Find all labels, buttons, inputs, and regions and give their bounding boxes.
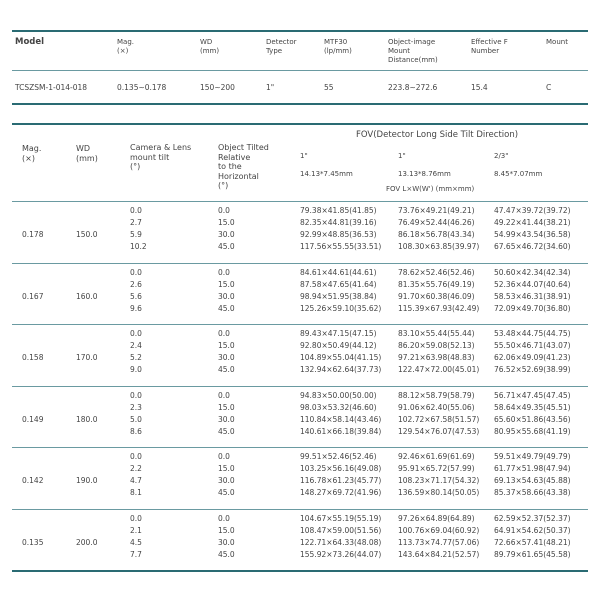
- fov-cell-fov-detector-3: 55.50×46.71(43.07): [494, 341, 571, 350]
- fov-cell-object-tilt: 45.0: [218, 488, 235, 497]
- spec-header-wd: WD (mm): [200, 38, 220, 55]
- fov-cell-camera-tilt: 2.6: [130, 279, 142, 289]
- fov-cell-fov-detector-2: 108.30×63.85(39.97): [398, 242, 480, 251]
- fov-cell-object-tilt: 15.0: [218, 525, 235, 535]
- fov-cell-fov-detector-1: 122.71×64.33(48.08): [300, 537, 382, 547]
- fov-header-mag: Mag. (×): [22, 144, 42, 163]
- fov-group-rule: [12, 447, 588, 448]
- fov-header-wd: WD (mm): [76, 144, 98, 163]
- fov-cell-fov-detector-3: 69.13×54.63(45.88): [494, 476, 571, 485]
- fov-cell-camera-tilt: 0.0: [130, 452, 142, 461]
- fov-cell-object-tilt: 15.0: [218, 279, 235, 289]
- fov-table: [12, 123, 588, 569]
- fov-cell-camera-tilt: 2.7: [130, 218, 142, 227]
- fov-cell-fov-detector-1: 103.25×56.16(49.08): [300, 464, 382, 473]
- fov-cell-fov-detector-3: 58.64×49.35(45.51): [494, 402, 571, 412]
- spec-header-mount: Mount: [546, 38, 568, 46]
- fov-cell-camera-tilt: 2.2: [130, 464, 142, 473]
- spec-header-mag: Mag. (×): [117, 38, 134, 55]
- fov-cell-fov-detector-3: 61.77×51.98(47.94): [494, 464, 571, 473]
- fov-cell-fov-detector-2: 97.26×64.89(64.89): [398, 513, 475, 523]
- fov-cell-fov-detector-3: 62.59×52.37(52.37): [494, 513, 571, 523]
- fov-cell-object-tilt: 0.0: [218, 206, 230, 215]
- fov-cell-camera-tilt: 0.0: [130, 206, 142, 215]
- fov-group-rule: [12, 386, 588, 387]
- fov-cell-fov-detector-3: 49.22×41.44(38.21): [494, 218, 571, 227]
- fov-cell-fov-detector-1: 92.99×48.85(36.53): [300, 230, 377, 239]
- fov-cell-object-tilt: 30.0: [218, 414, 235, 424]
- fov-cell-fov-detector-3: 53.48×44.75(44.75): [494, 329, 571, 338]
- fov-cell-object-tilt: 45.0: [218, 426, 235, 436]
- fov-cell-fov-detector-2: 91.06×62.40(55.06): [398, 402, 475, 412]
- fov-cell-fov-detector-1: 148.27×69.72(41.96): [300, 488, 382, 497]
- fov-cell-fov-detector-2: 91.70×60.38(46.09): [398, 291, 475, 301]
- fov-group-rule: [12, 509, 588, 510]
- fov-cell-fov-detector-1: 99.51×52.46(52.46): [300, 452, 377, 461]
- fov-cell-object-tilt: 0.0: [218, 452, 230, 461]
- fov-cell-fov-detector-2: 86.20×59.08(52.13): [398, 341, 475, 350]
- fov-cell-fov-detector-3: 56.71×47.45(47.45): [494, 390, 571, 400]
- fov-cell-camera-tilt: 5.2: [130, 353, 142, 362]
- fov-group-wd: 200.0: [76, 537, 98, 547]
- fov-cell-fov-detector-3: 50.60×42.34(42.34): [494, 267, 571, 277]
- spec-table-header-rule: [12, 70, 588, 71]
- fov-cell-camera-tilt: 8.6: [130, 426, 142, 436]
- spec-value-mount: C: [546, 83, 552, 92]
- fov-cell-fov-detector-2: 108.23×71.17(54.32): [398, 476, 480, 485]
- fov-cell-fov-detector-1: 155.92×73.26(44.07): [300, 549, 382, 559]
- fov-header-detector-1-label: 1": [300, 152, 308, 160]
- fov-table-top-rule: [12, 123, 588, 125]
- fov-header-detector-2-size: 13.13*8.76mm: [398, 170, 451, 178]
- fov-group-rule: [12, 324, 588, 325]
- fov-cell-fov-detector-1: 87.58×47.65(41.64): [300, 279, 377, 289]
- fov-header-detector-2-label: 1": [398, 152, 406, 160]
- spec-value-object-image-distance: 223.8~272.6: [388, 83, 438, 92]
- spec-table: [12, 30, 588, 105]
- fov-group-mag: 0.135: [22, 537, 44, 547]
- fov-cell-object-tilt: 0.0: [218, 267, 230, 277]
- fov-cell-camera-tilt: 9.6: [130, 303, 142, 313]
- fov-cell-fov-detector-3: 59.51×49.79(49.79): [494, 452, 571, 461]
- fov-cell-fov-detector-2: 78.62×52.46(52.46): [398, 267, 475, 277]
- fov-cell-fov-detector-2: 92.46×61.69(61.69): [398, 452, 475, 461]
- fov-cell-fov-detector-3: 47.47×39.72(39.72): [494, 206, 571, 215]
- fov-header-detector-3-label: 2/3": [494, 152, 509, 160]
- fov-cell-camera-tilt: 5.6: [130, 291, 142, 301]
- fov-cell-fov-detector-2: 102.72×67.58(51.57): [398, 414, 480, 424]
- spec-header-object-image-distance: Object-image Mount Distance(mm): [388, 38, 438, 64]
- fov-cell-fov-detector-3: 80.95×55.68(41.19): [494, 426, 571, 436]
- fov-cell-object-tilt: 15.0: [218, 218, 235, 227]
- fov-cell-object-tilt: 15.0: [218, 402, 235, 412]
- fov-group-mag: 0.158: [22, 353, 44, 362]
- fov-cell-camera-tilt: 9.0: [130, 365, 142, 374]
- fov-group-rule: [12, 263, 588, 264]
- fov-group-mag: 0.178: [22, 230, 44, 239]
- spec-value-model: TCSZSM-1-014-018: [15, 83, 88, 92]
- fov-cell-object-tilt: 15.0: [218, 341, 235, 350]
- fov-header-detector-3-size: 8.45*7.07mm: [494, 170, 543, 178]
- fov-cell-fov-detector-1: 82.35×44.81(39.16): [300, 218, 377, 227]
- fov-group-wd: 190.0: [76, 476, 98, 485]
- spec-value-wd: 150~200: [200, 83, 235, 92]
- fov-group-rule: [12, 201, 588, 202]
- fov-cell-fov-detector-2: 86.18×56.78(43.34): [398, 230, 475, 239]
- fov-cell-fov-detector-3: 72.09×49.70(36.80): [494, 303, 571, 313]
- spec-header-effective-f: Effective F Number: [471, 38, 508, 55]
- fov-cell-fov-detector-1: 98.94×51.95(38.84): [300, 291, 377, 301]
- fov-cell-fov-detector-1: 132.94×62.64(37.73): [300, 365, 382, 374]
- fov-cell-fov-detector-1: 92.80×50.49(44.12): [300, 341, 377, 350]
- fov-cell-camera-tilt: 10.2: [130, 242, 147, 251]
- fov-cell-fov-detector-2: 136.59×80.14(50.05): [398, 488, 480, 497]
- fov-group-wd: 150.0: [76, 230, 98, 239]
- fov-cell-fov-detector-1: 98.03×53.32(46.60): [300, 402, 377, 412]
- fov-cell-fov-detector-3: 54.99×43.54(36.58): [494, 230, 571, 239]
- fov-cell-fov-detector-2: 97.21×63.98(48.83): [398, 353, 475, 362]
- fov-cell-fov-detector-2: 83.10×55.44(55.44): [398, 329, 475, 338]
- fov-cell-camera-tilt: 2.4: [130, 341, 142, 350]
- fov-group-wd: 170.0: [76, 353, 98, 362]
- fov-cell-object-tilt: 30.0: [218, 291, 235, 301]
- fov-header-title: FOV(Detector Long Side Tilt Direction): [356, 130, 519, 140]
- fov-header-object-tilt: Object Tilted Relative to the Horizontal (°): [218, 143, 269, 190]
- fov-cell-fov-detector-1: 94.83×50.00(50.00): [300, 390, 377, 400]
- fov-header-detector-1-size: 14.13*7.45mm: [300, 170, 353, 178]
- fov-cell-object-tilt: 45.0: [218, 365, 235, 374]
- fov-cell-fov-detector-1: 104.67×55.19(55.19): [300, 513, 382, 523]
- fov-cell-camera-tilt: 0.0: [130, 390, 142, 400]
- fov-cell-object-tilt: 30.0: [218, 353, 235, 362]
- spec-table-top-rule: [12, 30, 588, 32]
- fov-cell-object-tilt: 0.0: [218, 513, 230, 523]
- fov-cell-fov-detector-3: 65.60×51.86(43.56): [494, 414, 571, 424]
- spec-value-mtf30: 55: [324, 83, 334, 92]
- fov-header-unit: FOV L×W(W') (mm×mm): [386, 185, 475, 193]
- fov-cell-fov-detector-3: 85.37×58.66(43.38): [494, 488, 571, 497]
- fov-cell-object-tilt: 15.0: [218, 464, 235, 473]
- fov-cell-camera-tilt: 2.1: [130, 525, 142, 535]
- fov-cell-camera-tilt: 4.7: [130, 476, 142, 485]
- fov-cell-fov-detector-1: 84.61×44.61(44.61): [300, 267, 377, 277]
- fov-cell-camera-tilt: 0.0: [130, 513, 142, 523]
- fov-cell-fov-detector-2: 76.49×52.44(46.26): [398, 218, 475, 227]
- fov-cell-fov-detector-1: 108.47×59.00(51.56): [300, 525, 382, 535]
- fov-cell-camera-tilt: 5.0: [130, 414, 142, 424]
- fov-cell-fov-detector-3: 58.53×46.31(38.91): [494, 291, 571, 301]
- fov-cell-camera-tilt: 2.3: [130, 402, 142, 412]
- fov-table-bottom-rule: [12, 570, 588, 572]
- fov-cell-fov-detector-2: 100.76×69.04(60.92): [398, 525, 480, 535]
- fov-cell-object-tilt: 0.0: [218, 390, 230, 400]
- fov-cell-fov-detector-1: 104.89×55.04(41.15): [300, 353, 382, 362]
- fov-cell-fov-detector-1: 140.61×66.18(39.84): [300, 426, 382, 436]
- fov-cell-fov-detector-2: 81.35×55.76(49.19): [398, 279, 475, 289]
- fov-cell-fov-detector-1: 116.78×61.23(45.77): [300, 476, 382, 485]
- fov-cell-fov-detector-2: 115.39×67.93(42.49): [398, 303, 480, 313]
- fov-cell-fov-detector-3: 89.79×61.65(45.58): [494, 549, 571, 559]
- fov-cell-fov-detector-2: 129.54×76.07(47.53): [398, 426, 480, 436]
- fov-cell-fov-detector-3: 62.06×49.09(41.23): [494, 353, 571, 362]
- fov-cell-camera-tilt: 5.9: [130, 230, 142, 239]
- fov-cell-object-tilt: 0.0: [218, 329, 230, 338]
- fov-group-wd: 180.0: [76, 414, 98, 424]
- fov-cell-fov-detector-2: 122.47×72.00(45.01): [398, 365, 480, 374]
- fov-group-mag: 0.142: [22, 476, 44, 485]
- fov-cell-fov-detector-2: 113.73×74.77(57.06): [398, 537, 480, 547]
- fov-cell-fov-detector-3: 64.91×54.62(50.37): [494, 525, 571, 535]
- fov-group-wd: 160.0: [76, 291, 98, 301]
- spec-header-detector-type: Detector Type: [266, 38, 297, 55]
- fov-cell-fov-detector-3: 76.52×52.69(38.99): [494, 365, 571, 374]
- fov-cell-fov-detector-1: 79.38×41.85(41.85): [300, 206, 377, 215]
- fov-cell-fov-detector-3: 67.65×46.72(34.60): [494, 242, 571, 251]
- fov-cell-camera-tilt: 7.7: [130, 549, 142, 559]
- fov-cell-object-tilt: 30.0: [218, 230, 235, 239]
- fov-group-mag: 0.167: [22, 291, 44, 301]
- fov-cell-fov-detector-1: 89.43×47.15(47.15): [300, 329, 377, 338]
- fov-cell-camera-tilt: 0.0: [130, 329, 142, 338]
- spec-value-effective-f: 15.4: [471, 83, 488, 92]
- fov-cell-fov-detector-1: 117.56×55.55(33.51): [300, 242, 382, 251]
- fov-cell-fov-detector-2: 143.64×84.21(52.57): [398, 549, 480, 559]
- fov-header-camera-tilt: Camera & Lens mount tilt (°): [130, 143, 192, 171]
- spec-value-detector-type: 1": [266, 83, 275, 92]
- spec-table-bottom-rule: [12, 103, 588, 105]
- fov-cell-fov-detector-1: 125.26×59.10(35.62): [300, 303, 382, 313]
- fov-cell-object-tilt: 30.0: [218, 476, 235, 485]
- spec-header-model: Model: [15, 37, 45, 47]
- fov-group-mag: 0.149: [22, 414, 44, 424]
- fov-cell-fov-detector-2: 95.91×65.72(57.99): [398, 464, 475, 473]
- spec-value-mag: 0.135~0.178: [117, 83, 167, 92]
- fov-cell-fov-detector-3: 72.66×57.41(48.21): [494, 537, 571, 547]
- fov-cell-object-tilt: 45.0: [218, 303, 235, 313]
- fov-cell-fov-detector-2: 73.76×49.21(49.21): [398, 206, 475, 215]
- fov-cell-object-tilt: 30.0: [218, 537, 235, 547]
- fov-cell-object-tilt: 45.0: [218, 242, 235, 251]
- fov-cell-fov-detector-1: 110.84×58.14(43.46): [300, 414, 382, 424]
- fov-cell-fov-detector-3: 52.36×44.07(40.64): [494, 279, 571, 289]
- fov-cell-camera-tilt: 0.0: [130, 267, 142, 277]
- fov-cell-camera-tilt: 8.1: [130, 488, 142, 497]
- fov-cell-object-tilt: 45.0: [218, 549, 235, 559]
- spec-header-mtf30: MTF30 (lp/mm): [324, 38, 352, 55]
- fov-cell-camera-tilt: 4.5: [130, 537, 142, 547]
- fov-cell-fov-detector-2: 88.12×58.79(58.79): [398, 390, 475, 400]
